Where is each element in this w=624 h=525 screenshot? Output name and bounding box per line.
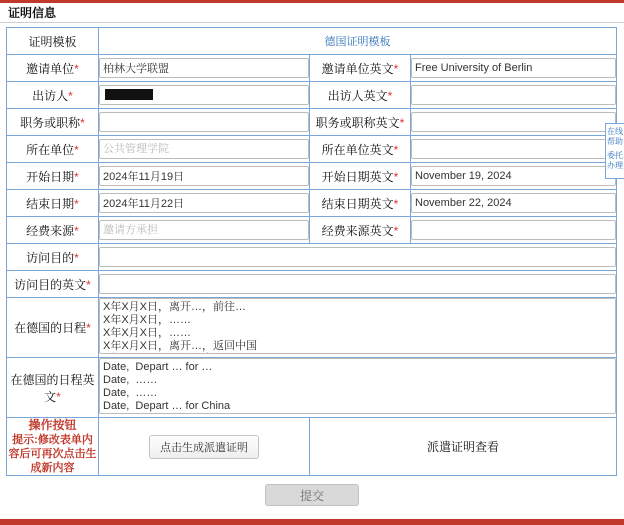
required-mark: * [68,88,73,103]
org-en-input[interactable] [411,139,616,159]
purpose-en-input[interactable] [99,274,616,294]
row-label-start-date-en: 开始日期英文* [310,163,411,190]
action-label-cell [7,418,99,476]
required-mark: * [387,88,393,103]
table-row [7,298,617,358]
table-row [7,358,617,418]
row-label-org-en: 所在单位英文* [310,136,411,163]
title-en-input[interactable] [411,112,616,132]
row-label-purpose: 访问目的* [7,244,99,271]
table-row-actions [7,418,617,476]
table-row [7,244,617,271]
cell-invite-org-en [411,55,617,82]
row-label-title: 职务或职称* [7,109,99,136]
required-mark: * [74,169,79,184]
cell-funding-en [411,217,617,244]
view-certificate-label[interactable]: 派遣证明查看 [310,418,617,476]
required-mark: * [80,115,85,130]
table-row [7,217,617,244]
required-mark: * [86,277,91,292]
cell-start-date-en [411,163,617,190]
end-date-en-input[interactable] [411,193,616,213]
row-label-end-date-en: 结束日期英文* [310,190,411,217]
row-label-schedule-cn: 在德国的日程* [7,298,99,358]
row-label-start-date: 开始日期* [7,163,99,190]
table-row [7,271,617,298]
generate-certificate-button[interactable]: 点击生成派遣证明 [149,435,259,459]
cell-purpose-en [99,271,617,298]
submit-button[interactable]: 提交 [265,484,359,506]
window-title-bar [0,3,624,23]
start-date-en-input[interactable] [411,166,616,186]
end-date-input[interactable] [99,193,309,213]
cell-schedule-cn [99,298,617,358]
online-help-side-tab[interactable] [605,123,624,179]
row-label-purpose-en: 访问目的英文* [7,271,99,298]
row-label-title-en: 职务或职称英文* [310,109,411,136]
invite-org-input[interactable] [99,58,309,78]
cell-generate-button [99,418,310,476]
purpose-input[interactable] [99,247,616,267]
table-row [7,82,617,109]
start-date-input[interactable] [99,166,309,186]
funding-input[interactable] [99,220,309,240]
table-row-template [7,28,617,55]
row-label-funding-en: 经费来源英文* [310,217,411,244]
required-mark: * [74,250,79,265]
cell-schedule-en [99,358,617,418]
table-row [7,109,617,136]
submit-row [6,484,618,506]
row-label-schedule-en: 在德国的日程英文* [7,358,99,418]
required-mark: * [399,115,405,130]
org-input[interactable] [99,139,309,159]
form-container [0,23,624,506]
row-label-visitor-en: 出访人英文* [310,82,411,109]
cell-title-en [411,109,617,136]
row-label-invite-org: 邀请单位* [7,55,99,82]
row-label-end-date: 结束日期* [7,190,99,217]
cell-start-date [99,163,310,190]
cell-visitor [99,82,310,109]
cell-funding [99,217,310,244]
cell-end-date-en [411,190,617,217]
visitor-en-input[interactable] [411,85,616,105]
redacted-name-block [105,89,153,100]
required-mark: * [74,196,79,211]
template-link[interactable]: 德国证明模板 [99,28,617,55]
schedule-en-textarea[interactable] [99,358,616,414]
invite-org-en-input[interactable] [411,58,616,78]
schedule-cn-textarea[interactable] [99,298,616,354]
cell-title [99,109,310,136]
action-label: 操作按钮 [28,418,77,432]
required-mark: * [393,223,399,238]
table-row [7,55,617,82]
side-tab-line4: 办理 [607,161,623,170]
required-mark: * [86,321,91,335]
side-tab-line2: 帮助 [607,137,623,146]
required-mark: * [393,142,399,157]
action-hint: 提示:修改表单内容后可再次点击生成新内容 [8,434,97,474]
cell-org [99,136,310,163]
row-label-template: 证明模板 [7,28,99,55]
required-mark: * [393,169,399,184]
table-row [7,190,617,217]
cell-end-date [99,190,310,217]
page-title: 证明信息 [8,6,57,20]
required-mark: * [74,142,79,157]
required-mark: * [393,61,399,76]
title-input[interactable] [99,112,309,132]
required-mark: * [74,61,79,76]
required-mark: * [393,196,399,211]
required-mark: * [74,223,79,238]
side-tab-line3: 委托 [607,151,623,160]
required-mark: * [56,389,61,404]
cell-invite-org [99,55,310,82]
bottom-accent-strip [0,519,624,525]
row-label-org: 所在单位* [7,136,99,163]
certificate-form-table [6,27,617,476]
cell-org-en [411,136,617,163]
cell-visitor-en [411,82,617,109]
row-label-visitor: 出访人* [7,82,99,109]
row-label-invite-org-en: 邀请单位英文* [310,55,411,82]
table-row [7,136,617,163]
funding-en-input[interactable] [411,220,616,240]
row-label-funding: 经费来源* [7,217,99,244]
table-row [7,163,617,190]
cell-purpose [99,244,617,271]
side-tab-line1: 在线 [607,127,623,136]
